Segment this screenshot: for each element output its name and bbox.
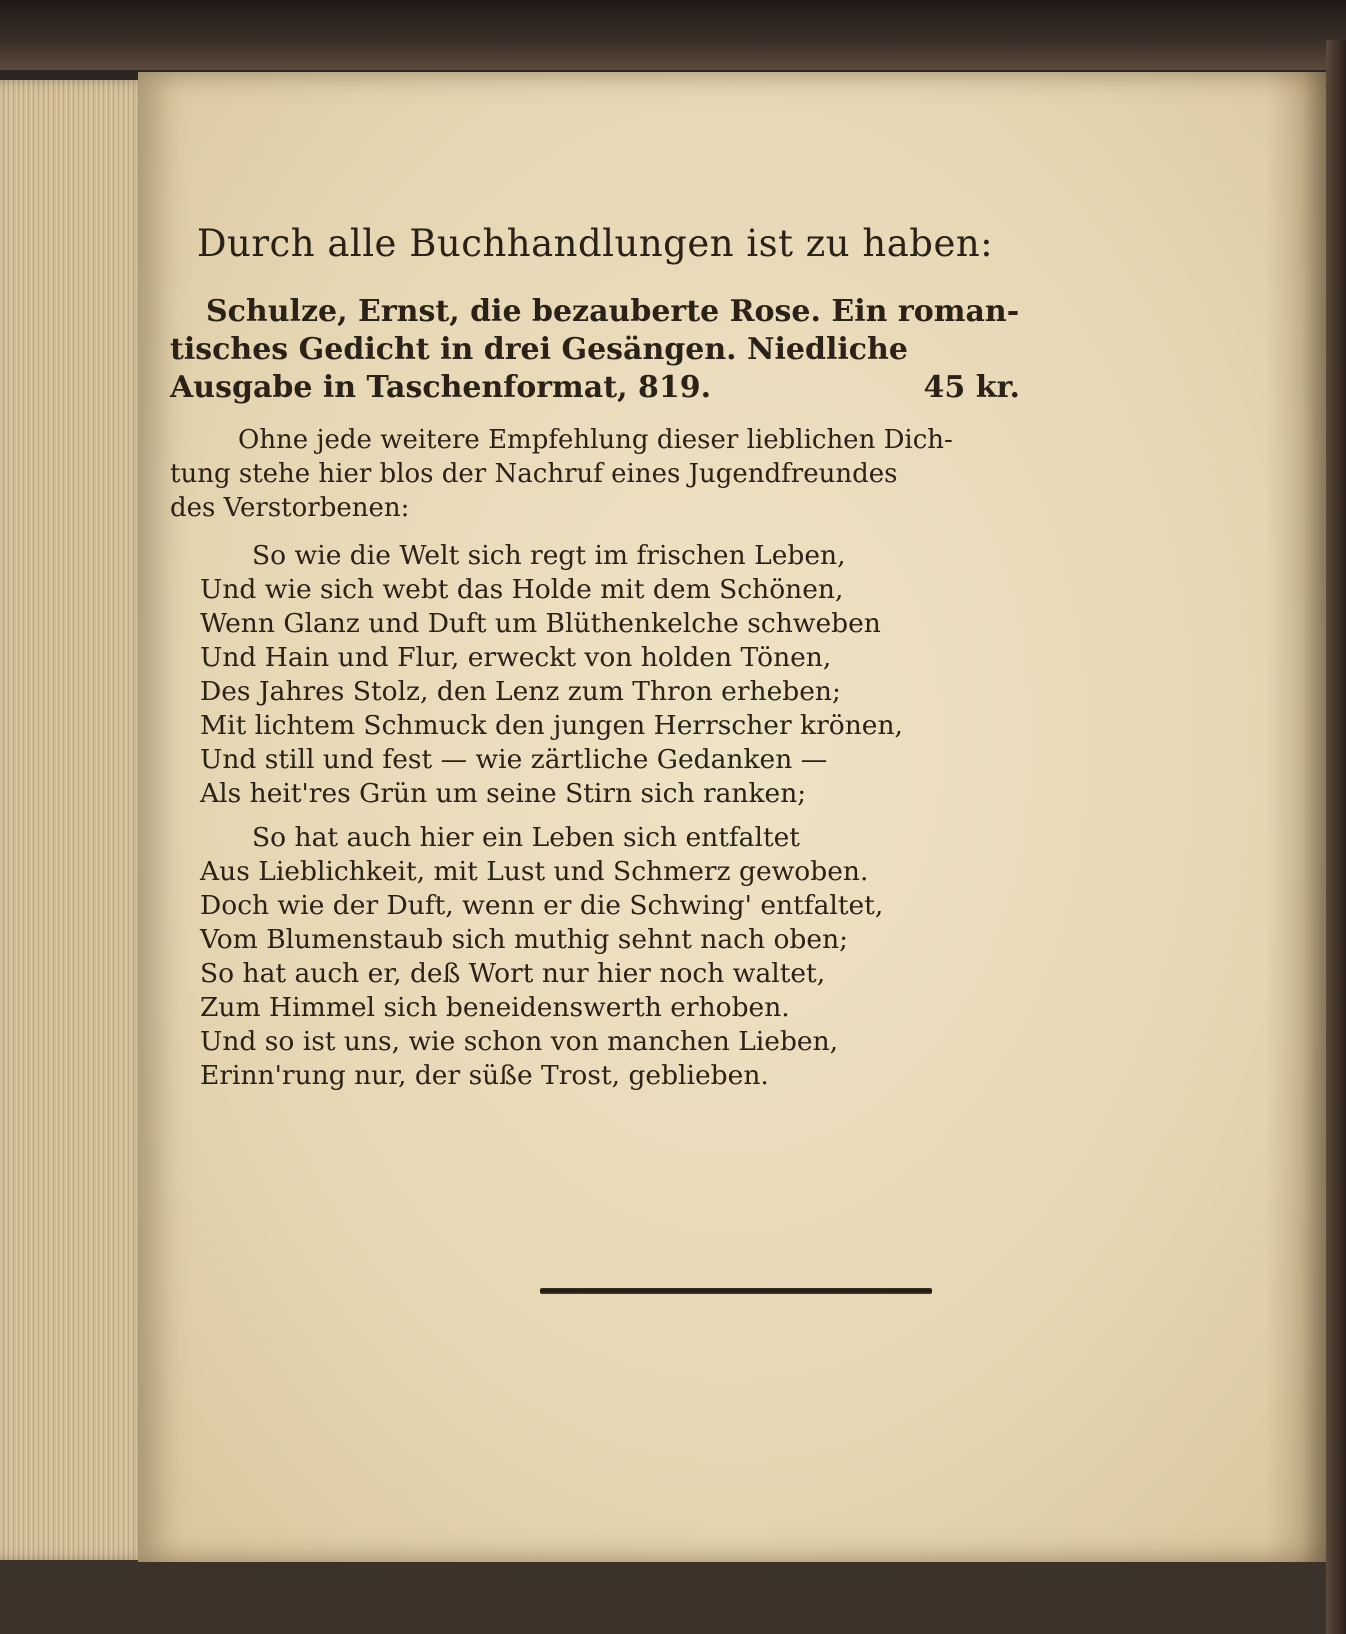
entry-line-last bbox=[170, 369, 1020, 407]
verse-line: Als heit'res Grün um seine Stirn sich ranken; bbox=[200, 778, 807, 809]
verse-line: Wenn Glanz und Duft um Blüthenkelche schweben bbox=[200, 608, 881, 639]
page-heading: Durch alle Buchhandlungen ist zu haben: bbox=[196, 222, 994, 265]
verse-line: So wie die Welt sich regt im frischen Leben, bbox=[252, 540, 846, 571]
intro-line: Ohne jede weitere Empfehlung dieser lieblichen Dich- bbox=[238, 425, 953, 455]
poem-stanza-1 bbox=[200, 539, 1020, 811]
poem-stanza-2 bbox=[200, 821, 1020, 1093]
verse-line: Und so ist uns, wie schon von manchen Lieben, bbox=[200, 1026, 839, 1057]
verse-line: Zum Himmel sich beneidenswerth erhoben. bbox=[200, 992, 790, 1023]
intro-paragraph bbox=[170, 423, 1020, 525]
page-gutter bbox=[1266, 72, 1326, 1562]
verse-line: Des Jahres Stolz, den Lenz zum Thron erheben; bbox=[200, 676, 841, 707]
book-cover-top bbox=[0, 0, 1346, 70]
verse-line: Mit lichtem Schmuck den jungen Herrscher krönen, bbox=[200, 710, 903, 741]
verse-line: So hat auch er, deß Wort nur hier noch waltet, bbox=[200, 958, 826, 989]
intro-line: tung stehe hier blos der Nachruf eines Jugendfreundes bbox=[170, 459, 898, 489]
page-text bbox=[170, 222, 1020, 1103]
intro-line: des Verstorbenen: bbox=[170, 493, 410, 523]
verse-line: Und Hain und Flur, erweckt von holden Tönen, bbox=[200, 642, 832, 673]
closing-rule bbox=[540, 1288, 932, 1294]
entry-price: 45 kr. bbox=[923, 370, 1020, 405]
entry-line: tisches Gedicht in drei Gesängen. Niedliche bbox=[170, 332, 908, 367]
verse-line: Aus Lieblichkeit, mit Lust und Schmerz gewoben. bbox=[200, 856, 869, 887]
verse-line: Und still und fest — wie zärtliche Gedanken — bbox=[200, 744, 828, 775]
verse-line: Doch wie der Duft, wenn er die Schwing' entfaltet, bbox=[200, 890, 884, 921]
page-stack bbox=[0, 80, 150, 1560]
verse-line: Vom Blumenstaub sich muthig sehnt nach oben; bbox=[200, 924, 849, 955]
verse-line: Erinn'rung nur, der süße Trost, geblieben. bbox=[200, 1060, 769, 1091]
book-cover-edge bbox=[1326, 40, 1346, 1634]
verse-line: So hat auch hier ein Leben sich entfaltet bbox=[252, 822, 800, 853]
verse-line: Und wie sich webt das Holde mit dem Schönen, bbox=[200, 574, 844, 605]
entry-line: Schulze, Ernst, die bezauberte Rose. Ein roman- bbox=[206, 294, 1020, 329]
book-entry bbox=[170, 293, 1020, 407]
entry-line: Ausgabe in Taschenformat, 819. bbox=[170, 370, 712, 405]
